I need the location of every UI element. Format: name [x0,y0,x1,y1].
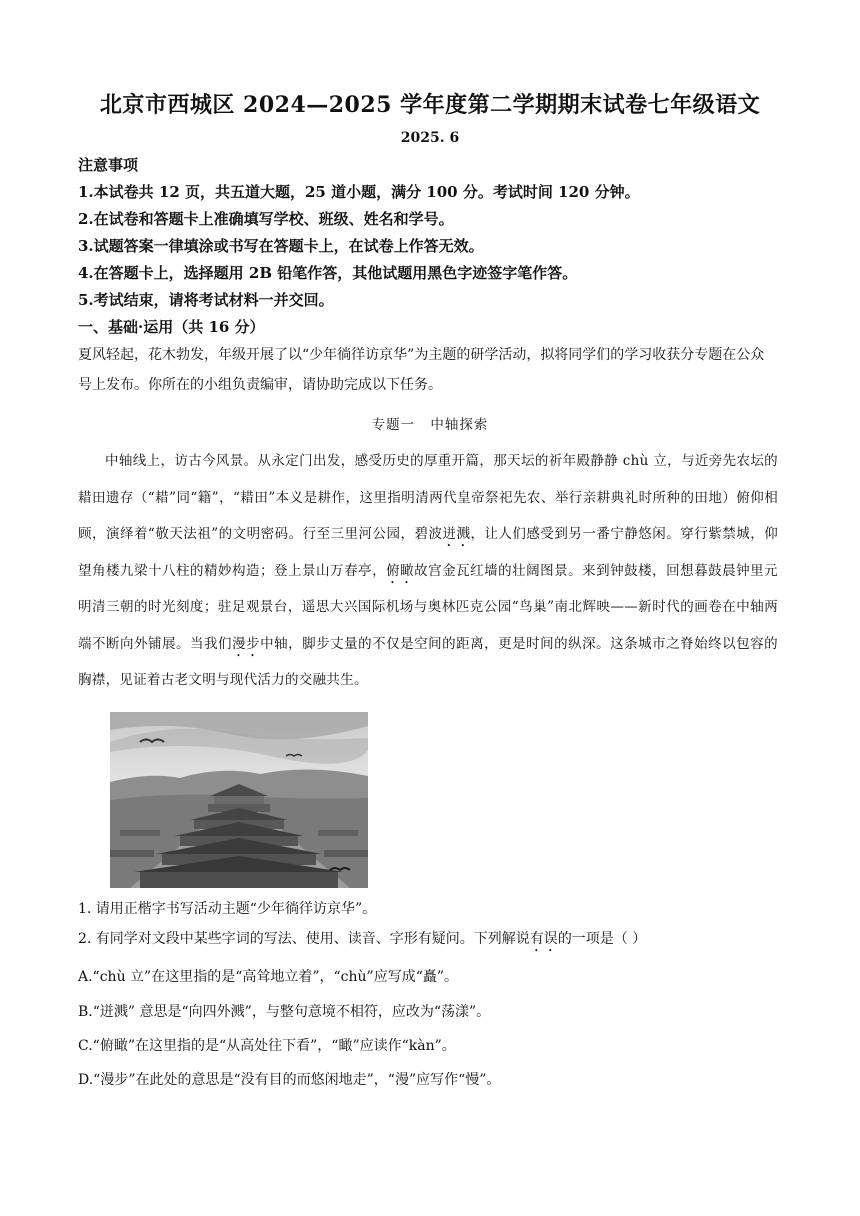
question-2 [78,928,646,955]
question-2-emphasis: 有误 [529,931,558,947]
notice-item-2: 2.在试卷和答题卡上准确填写学校、班级、姓名和学号。 [78,210,454,228]
question-1: 1. 请用正楷字书写活动主题“少年徜徉访京华”。 [78,901,377,917]
option-d: D.“漫步”在此处的意思是“没有目的而悠闲地走”，“漫”应写作“慢”。 [78,1072,501,1088]
option-b: B.“迸溅” 意思是“向四外溅”，与整句意境不相符，应改为“荡漾”。 [78,1004,491,1020]
part1-intro: 夏风轻起，花木勃发，年级开展了以“少年徜徉访京华”为主题的研学活动，拟将同学们的学习收获分专题在公众号上发布。你所在的小组负责编审，请协助完成以下任务。 [78,347,765,393]
passage-segment: ，让人们感受到另一番宁静悠闲。穿行紫禁城，仰望角楼九梁十八柱的精妙构造；登上景山万春亭， [78,526,778,579]
notice-item-4: 4.在答题卡上，选择题用 2B 铅笔作答，其他试题用黑色字迹签字笔作答。 [78,264,578,282]
exam-date: 2025. 6 [400,130,460,146]
passage-segment: 中轴线上，访古今风景。从永定门出发，感受历史的厚重开篇，那天坛的祈年殿静静 chù 立，与近旁先农坛的耤田遗存（“耤”同“籍”，“耤田”本义是耕作，这里指明清两代皇帝祭祀先农、举行亲耕典礼时所种的田地）俯仰相顾，演绎着“敬天法祖”的文明密码。行至三里河公园，碧波 [78,453,778,542]
option-c: C.“俯瞰”在这里指的是“从高处往下看”，“瞰”应读作“kàn”。 [78,1038,456,1054]
option-a: A.“chù 立”在这里指的是“高耸地立着”，“chù”应写成“矗”。 [78,969,459,985]
passage-segment: 中轴，脚步丈量的不仅是空间的距离，更是时间的纵深。这条城市之脊始终以包容的胸襟，见证着古老文明与现代活力的交融共生。 [78,635,778,688]
passage-segment: 故宫金瓦红墙的壮阔图景。来到钟鼓楼，回想暮鼓晨钟里元明清三朝的时光刻度；驻足观景台，遥思大兴国际机场与奥林匹克公园“鸟巢”南北辉映——新时代的画卷在中轴两端不断向外铺展。当我们 [78,562,778,652]
notice-item-1: 1.本试卷共 12 页，共五道大题，25 道小题，满分 100 分。考试时间 120 分钟。 [78,183,640,201]
forbidden-city-photo [110,712,368,888]
passage-word-manbu: 漫步 [232,635,261,652]
part1-heading: 一、基础·运用（共 16 分） [78,318,265,336]
question-2-text: 2. 有同学对文段中某些字词的写法、使用、读音、字形有疑问。下列解说 [78,931,530,947]
topic1-title: 专题一 中轴探索 [371,417,489,433]
notice-item-3: 3.试题答案一律填涂或书写在答题卡上，在试卷上作答无效。 [78,237,484,255]
question-2-text-end: 的一项是（ ） [557,931,647,947]
notice-item-5: 5.考试结束，请将考试材料一并交回。 [78,291,334,309]
passage-word-bengjian: 迸溅 [442,526,471,542]
exam-title: 北京市西城区 2024—2025 学年度第二学期期末试卷七年级语文 [99,92,761,118]
passage-word-fukan: 俯瞰 [386,562,415,579]
topic1-passage [78,443,778,699]
forbidden-city-illustration [110,712,368,888]
notice-heading: 注意事项 [78,156,139,174]
